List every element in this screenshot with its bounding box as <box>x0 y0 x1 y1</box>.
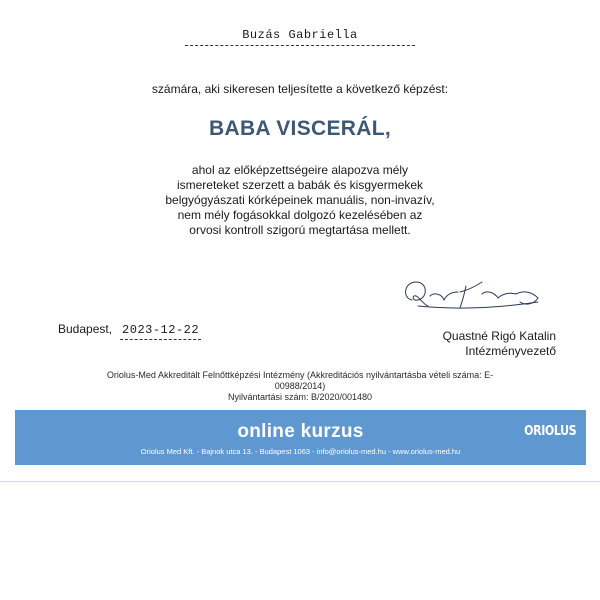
intro-text: számára, aki sikeresen teljesítette a következő képzést: <box>151 82 449 96</box>
description-line: orvosi kontroll szigorú megtartása mellett. <box>189 223 411 237</box>
accreditation-line: 00988/2014) <box>274 381 326 391</box>
signer-title: Intézményvezető <box>465 344 556 358</box>
issue-date: 2023-12-22 <box>120 323 201 340</box>
banner-contact: Oriolus Med Kft. - Bajnok utca 13. - Budapest 1063 - info@oriolus-med.hu - www.oriolus-med.hu <box>140 447 461 456</box>
description-line: belgyógyászati kórképeinek manuális, non-invazív, <box>165 193 435 207</box>
place-date <box>58 322 201 340</box>
description-line: ahol az előképzettségeire alapozva mély <box>191 163 409 177</box>
oriolus-logo: ORIOLUS <box>523 424 576 439</box>
description-line: nem mély fogásokkal dolgozó kezelésében az <box>177 208 423 222</box>
course-title: BABA VISCERÁL, <box>209 117 391 140</box>
accreditation-info <box>80 370 520 403</box>
course-description <box>140 163 460 238</box>
accreditation-line: Nyilvántartási szám: B/2020/001480 <box>227 392 373 402</box>
banner-title: online kurzus <box>237 421 364 442</box>
signer-block <box>443 329 556 359</box>
recipient-name: Buzás Gabriella <box>185 28 415 46</box>
place-label: Budapest, <box>58 322 113 336</box>
footer-banner <box>15 410 586 465</box>
description-line: ismereteket szerzett a babák és kisgyermekek <box>176 178 424 192</box>
page-divider <box>0 481 600 482</box>
accreditation-line: Oriolus-Med Akkreditált Felnőttképzési Intézmény (Akkreditációs nyilvántartásba vételi száma: E- <box>106 370 494 380</box>
signer-name: Quastné Rigó Katalin <box>442 329 556 343</box>
handwritten-signature <box>398 272 548 318</box>
